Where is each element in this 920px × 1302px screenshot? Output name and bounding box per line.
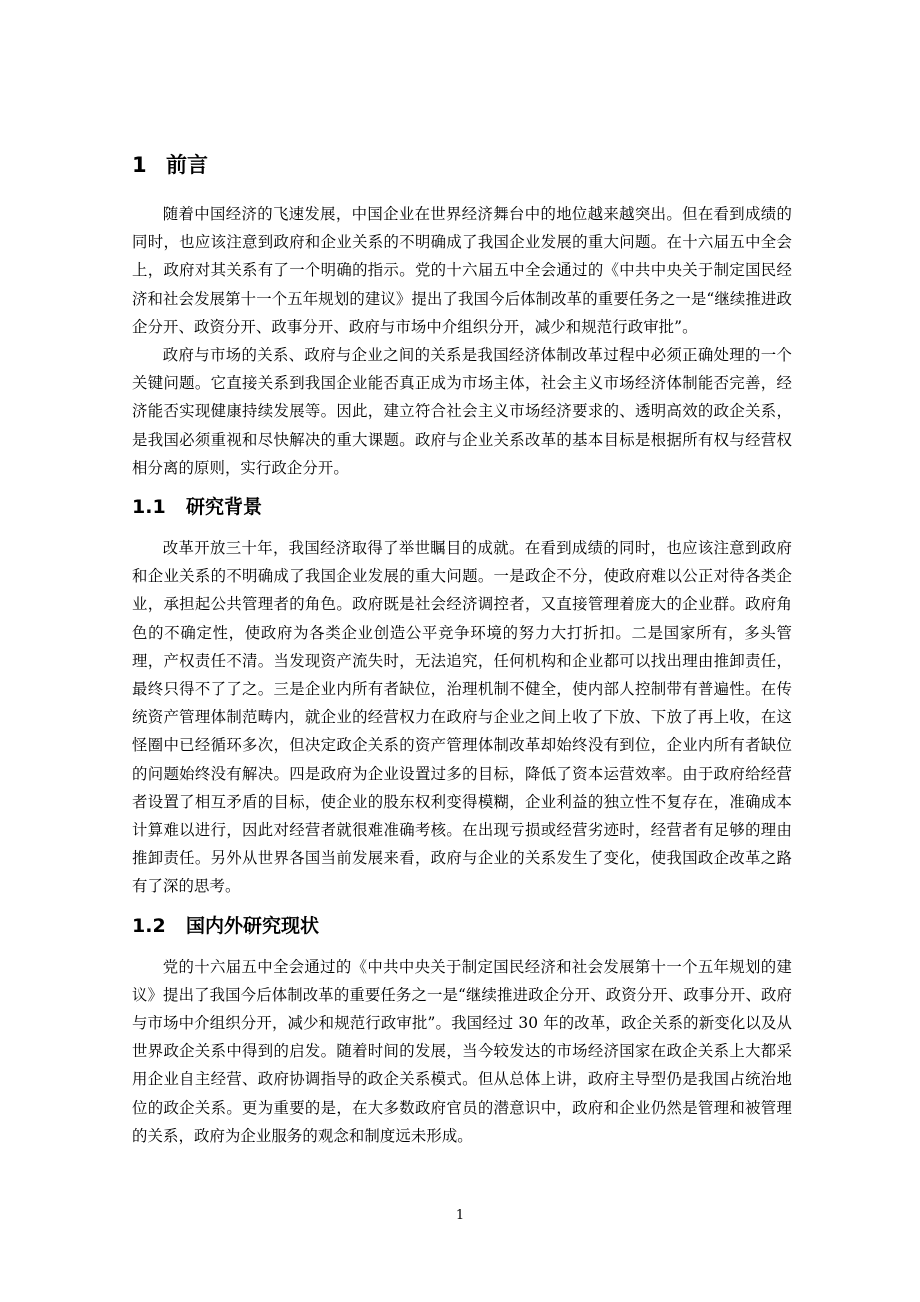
section-title: 前言 xyxy=(166,153,208,177)
page-number: 1 xyxy=(455,1208,465,1223)
paragraph: 党的十六届五中全会通过的《中共中央关于制定国民经济和社会发展第十一个五年规划的建议》提出了我国今后体制改革的重要任务之一是“继续推进政企分开、政资分开、政事分开、政府与市场中介组织分开，减少和规范行政审批”。我国经过 30 年的改革，政企关系的新变化以及从世界政企关系中得到的启发。随着时间的发展，当今较发达的市场经济国家在政企关系上大都采用企业自主经营、政府协调指导的政企关系模式。但从总体上讲，政府主导型仍是我国占统治地位的政企关系。更为重要的是，在大多数政府官员的潜意识中，政府和企业仍然是管理和被管理的关系，政府为企业服务的观念和制度远未形成。 xyxy=(132,957,792,1145)
section-title: 国内外研究现状 xyxy=(186,914,320,937)
section-number: 1.1 xyxy=(132,496,166,519)
paragraph: 政府与市场的关系、政府与企业之间的关系是我国经济体制改革过程中必须正确处理的一个关键问题。它直接关系到我国企业能否真正成为市场主体，社会主义市场经济体制能否完善，经济能否实现健康持续发展等。因此，建立符合社会主义市场经济要求的、透明高效的政企关系，是我国必须重视和尽快解决的重大课题。政府与企业关系改革的基本目标是根据所有权与经营权相分离的原则，实行政企分开。 xyxy=(132,346,792,477)
section-heading-1-1 xyxy=(132,492,792,522)
section-number: 1 xyxy=(132,153,147,177)
section-heading-1-2 xyxy=(132,911,792,941)
paragraph: 随着中国经济的飞速发展，中国企业在世界经济舞台中的地位越来越突出。但在看到成绩的同时，也应该注意到政府和企业关系的不明确成了我国企业发展的重大问题。在十六届五中全会上，政府对其关系有了一个明确的指示。党的十六届五中全会通过的《中共中央关于制定国民经济和社会发展第十一个五年规划的建议》提出了我国今后体制改革的重要任务之一是“继续推进政企分开、政资分开、政事分开、政府与市场中介组织分开，减少和规范行政审批”。 xyxy=(132,205,792,336)
paragraph: 改革开放三十年，我国经济取得了举世瞩目的成就。在看到成绩的同时，也应该注意到政府和企业关系的不明确成了我国企业发展的重大问题。一是政企不分，使政府难以公正对待各类企业，承担起公共管理者的角色。政府既是社会经济调控者，又直接管理着庞大的企业群。政府角色的不确定性，使政府为各类企业创造公平竞争环境的努力大打折扣。二是国家所有，多头管理，产权责任不清。当发现资产流失时，无法追究，任何机构和企业都可以找出理由推卸责任，最终只得不了了之。三是企业内所有者缺位，治理机制不健全，使内部人控制带有普遍性。在传统资产管理体制范畴内，就企业的经营权力在政府与企业之间上收了下放、下放了再上收，在这怪圈中已经循环多次，但决定政企关系的资产管理体制改革却始终没有到位，企业内所有者缺位的问题始终没有解决。四是政府为企业设置过多的目标，降低了资本运营效率。由于政府给经营者设置了相互矛盾的目标，使企业的股东权利变得模糊，企业利益的独立性不复存在，准确成本计算难以进行，因此对经营者就很难准确考核。在出现亏损或经营劣迹时，经营者有足够的理由推卸责任。另外从世界各国当前发展来看，政府与企业的关系发生了变化，使我国政企改革之路有了深的思考。 xyxy=(132,539,792,896)
page-content xyxy=(132,150,792,1150)
section-title: 研究背景 xyxy=(186,496,263,519)
section-heading-1 xyxy=(132,150,792,180)
section-number: 1.2 xyxy=(132,914,166,937)
